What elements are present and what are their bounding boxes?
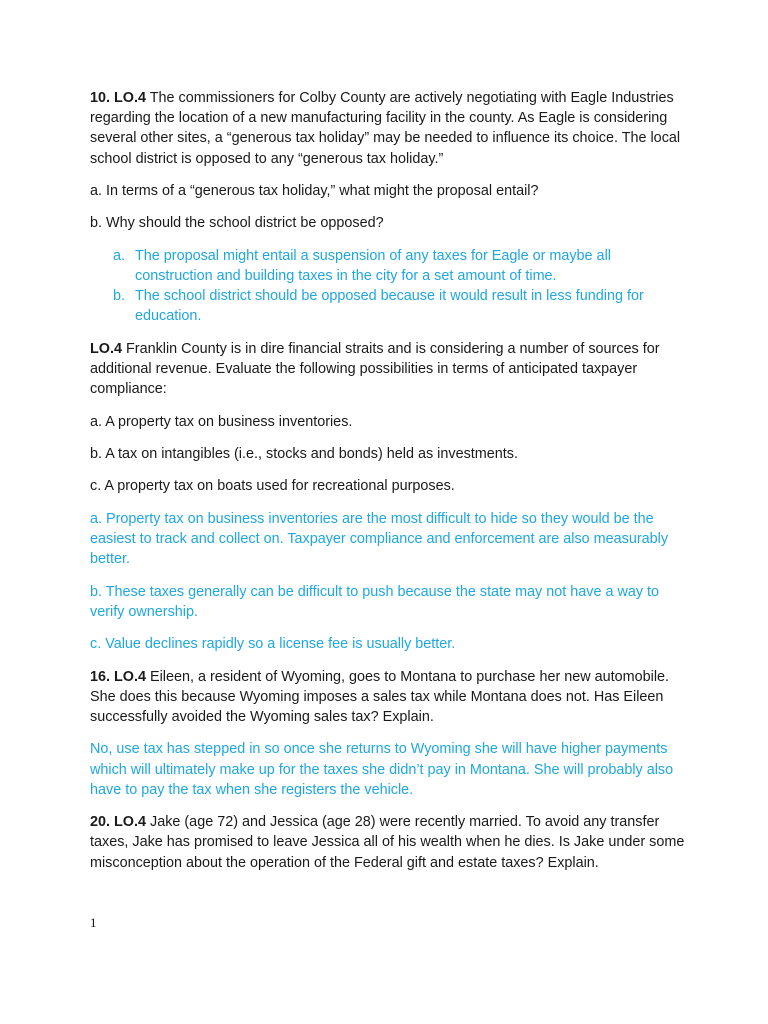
question-franklin-part-b: b. A tax on intangibles (i.e., stocks and bonds) held as investments. <box>90 445 518 462</box>
franklin-answer-c: c. Value declines rapidly so a license fee is usually better. <box>90 636 456 653</box>
question-label: 16. LO.4 <box>90 668 146 685</box>
answer-item <box>113 286 686 326</box>
question-20 <box>90 812 686 873</box>
document-body <box>90 88 686 885</box>
list-marker: b. <box>113 288 126 305</box>
question-label: LO.4 <box>90 340 122 357</box>
question-text: Eileen, a resident of Wyoming, goes to Montana to purchase her new automobile. She does this because Wyoming imposes a sales tax while Montana does not. Has Eileen successfully avoided the Wyoming sales tax? Explain. <box>90 668 670 725</box>
question-text: Franklin County is in dire financial straits and is considering a number of sources for additional revenue. Evaluate the following possibilities in terms of anticipated taxpayer compliance: <box>90 340 660 398</box>
answer-text: The school district should be opposed because it would result in less funding for education. <box>135 288 644 325</box>
question-text: Jake (age 72) and Jessica (age 28) were recently married. To avoid any transfer taxes, Jake has promised to leave Jessica all of his wealth when he dies. Is Jake under some misconception about the operation of the Federal gift and estate taxes? Explain. <box>90 814 685 871</box>
question-16 <box>90 667 686 728</box>
question-10-answers <box>90 246 686 327</box>
question-10-part-b: b. Why should the school district be opposed? <box>90 215 384 232</box>
question-label: 10. LO.4 <box>90 90 146 106</box>
list-marker: a. <box>113 247 126 264</box>
question-franklin <box>90 339 686 400</box>
question-text: The commissioners for Colby County are actively negotiating with Eagle Industries regarding the location of a new manufacturing facility in the county. As Eagle is considering several other sites, a “generous tax holiday” may be needed to influence its choice. The local school district is opposed to any “generous tax holiday.” <box>90 90 681 167</box>
question-label: 20. LO.4 <box>90 814 146 831</box>
question-franklin-part-a: a. A property tax on business inventories. <box>90 413 353 430</box>
page-number: 1 <box>90 915 97 930</box>
answer-text: The proposal might entail a suspension of any taxes for Eagle or maybe all construction and building taxes in the city for a set amount of time. <box>135 247 611 284</box>
franklin-answer-b: b. These taxes generally can be difficult to push because the state may not have a way to verify ownership. <box>90 583 660 620</box>
question-16-answer: No, use tax has stepped in so once she returns to Wyoming she will have higher payments which will ultimately make up for the taxes she didn’t pay in Montana. She will probably also have to pay the tax when she registers the vehicle. <box>90 741 674 798</box>
question-10 <box>90 88 686 169</box>
question-10-part-a: a. In terms of a “generous tax holiday,” what might the proposal entail? <box>90 183 539 199</box>
franklin-answer-a: a. Property tax on business inventories are the most difficult to hide so they would be the easiest to track and collect on. Taxpayer compliance and enforcement are also measurably better. <box>90 510 669 568</box>
answer-item <box>113 246 686 286</box>
question-franklin-part-c: c. A property tax on boats used for recreational purposes. <box>90 478 455 495</box>
